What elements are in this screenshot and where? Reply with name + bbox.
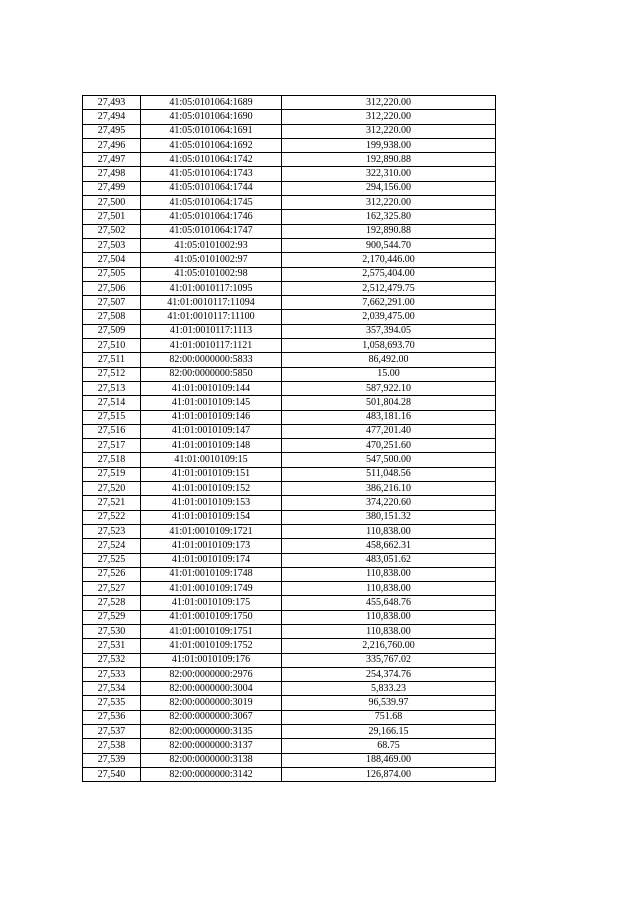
cadastral-number-cell: 82:00:0000000:3067	[141, 710, 282, 724]
table-row	[83, 710, 496, 724]
value-cell: 199,938.00	[282, 138, 496, 152]
value-cell: 5,833.23	[282, 682, 496, 696]
cadastral-number-cell: 41:01:0010109:176	[141, 653, 282, 667]
value-cell: 110,838.00	[282, 524, 496, 538]
row-number-cell: 27,505	[83, 267, 141, 281]
cadastral-number-cell: 82:00:0000000:3019	[141, 696, 282, 710]
value-cell: 322,310.00	[282, 167, 496, 181]
value-cell: 386,216.10	[282, 482, 496, 496]
table-row	[83, 153, 496, 167]
cadastral-number-cell: 82:00:0000000:5833	[141, 353, 282, 367]
cadastral-number-cell: 41:01:0010109:144	[141, 381, 282, 395]
table-row	[83, 667, 496, 681]
table-row	[83, 624, 496, 638]
table-row	[83, 296, 496, 310]
cadastral-number-cell: 82:00:0000000:3135	[141, 725, 282, 739]
value-cell: 751.68	[282, 710, 496, 724]
cadastral-number-cell: 41:01:0010109:146	[141, 410, 282, 424]
value-cell: 188,469.00	[282, 753, 496, 767]
value-cell: 483,051.62	[282, 553, 496, 567]
row-number-cell: 27,514	[83, 396, 141, 410]
value-cell: 312,220.00	[282, 196, 496, 210]
table-row	[83, 725, 496, 739]
value-cell: 2,575,404.00	[282, 267, 496, 281]
cadastral-number-cell: 41:01:0010109:175	[141, 596, 282, 610]
table-row	[83, 339, 496, 353]
table-row	[83, 567, 496, 581]
row-number-cell: 27,509	[83, 324, 141, 338]
row-number-cell: 27,535	[83, 696, 141, 710]
row-number-cell: 27,529	[83, 610, 141, 624]
table-row	[83, 96, 496, 110]
cadastral-number-cell: 82:00:0000000:3004	[141, 682, 282, 696]
cadastral-number-cell: 41:05:0101064:1691	[141, 124, 282, 138]
row-number-cell: 27,523	[83, 524, 141, 538]
cadastral-number-cell: 41:05:0101064:1692	[141, 138, 282, 152]
table-row	[83, 124, 496, 138]
cadastral-number-cell: 41:01:0010109:173	[141, 539, 282, 553]
row-number-cell: 27,517	[83, 439, 141, 453]
table-row	[83, 367, 496, 381]
row-number-cell: 27,522	[83, 510, 141, 524]
table-row	[83, 510, 496, 524]
cadastral-number-cell: 41:01:0010109:152	[141, 482, 282, 496]
row-number-cell: 27,538	[83, 739, 141, 753]
value-cell: 501,804.28	[282, 396, 496, 410]
cadastral-number-cell: 41:05:0101064:1742	[141, 153, 282, 167]
value-cell: 86,492.00	[282, 353, 496, 367]
cadastral-number-cell: 41:01:0010109:1749	[141, 582, 282, 596]
cadastral-number-cell: 41:05:0101064:1743	[141, 167, 282, 181]
cadastral-number-cell: 41:01:0010109:147	[141, 424, 282, 438]
row-number-cell: 27,534	[83, 682, 141, 696]
row-number-cell: 27,507	[83, 296, 141, 310]
row-number-cell: 27,515	[83, 410, 141, 424]
cadastral-number-cell: 41:01:0010109:174	[141, 553, 282, 567]
value-cell: 7,662,291.00	[282, 296, 496, 310]
value-cell: 2,216,760.00	[282, 639, 496, 653]
table-row	[83, 496, 496, 510]
table-row	[83, 138, 496, 152]
value-cell: 335,767.02	[282, 653, 496, 667]
cadastral-number-cell: 41:01:0010109:15	[141, 453, 282, 467]
table-row	[83, 196, 496, 210]
table-row	[83, 767, 496, 781]
value-cell: 68.75	[282, 739, 496, 753]
value-cell: 110,838.00	[282, 624, 496, 638]
value-cell: 455,648.76	[282, 596, 496, 610]
cadastral-number-cell: 41:01:0010109:1752	[141, 639, 282, 653]
cadastral-number-cell: 41:01:0010109:1751	[141, 624, 282, 638]
value-cell: 2,039,475.00	[282, 310, 496, 324]
value-cell: 547,500.00	[282, 453, 496, 467]
value-cell: 458,662.31	[282, 539, 496, 553]
table-row	[83, 696, 496, 710]
table-row	[83, 167, 496, 181]
value-cell: 357,394.05	[282, 324, 496, 338]
table-row	[83, 482, 496, 496]
cadastral-number-cell: 41:05:0101064:1690	[141, 110, 282, 124]
value-cell: 483,181.16	[282, 410, 496, 424]
row-number-cell: 27,497	[83, 153, 141, 167]
row-number-cell: 27,495	[83, 124, 141, 138]
cadastral-number-cell: 41:01:0010109:145	[141, 396, 282, 410]
row-number-cell: 27,494	[83, 110, 141, 124]
row-number-cell: 27,536	[83, 710, 141, 724]
row-number-cell: 27,500	[83, 196, 141, 210]
cadastral-number-cell: 41:01:0010109:148	[141, 439, 282, 453]
table-row	[83, 553, 496, 567]
row-number-cell: 27,525	[83, 553, 141, 567]
value-cell: 96,539.97	[282, 696, 496, 710]
table-row	[83, 324, 496, 338]
cadastral-number-cell: 82:00:0000000:5850	[141, 367, 282, 381]
row-number-cell: 27,532	[83, 653, 141, 667]
table-row	[83, 310, 496, 324]
row-number-cell: 27,524	[83, 539, 141, 553]
value-cell: 470,251.60	[282, 439, 496, 453]
cadastral-number-cell: 41:05:0101002:98	[141, 267, 282, 281]
row-number-cell: 27,531	[83, 639, 141, 653]
row-number-cell: 27,508	[83, 310, 141, 324]
value-cell: 29,166.15	[282, 725, 496, 739]
table-row	[83, 739, 496, 753]
value-cell: 312,220.00	[282, 124, 496, 138]
value-cell: 1,058,693.70	[282, 339, 496, 353]
value-cell: 511,048.56	[282, 467, 496, 481]
cadastral-number-cell: 41:01:0010117:1121	[141, 339, 282, 353]
cadastral-number-cell: 82:00:0000000:3142	[141, 767, 282, 781]
value-cell: 374,220.60	[282, 496, 496, 510]
row-number-cell: 27,527	[83, 582, 141, 596]
value-cell: 312,220.00	[282, 96, 496, 110]
cadastral-number-cell: 41:05:0101064:1746	[141, 210, 282, 224]
row-number-cell: 27,498	[83, 167, 141, 181]
cadastral-number-cell: 41:01:0010109:1748	[141, 567, 282, 581]
table-row	[83, 582, 496, 596]
value-cell: 2,512,479.75	[282, 281, 496, 295]
row-number-cell: 27,502	[83, 224, 141, 238]
cadastral-number-cell: 41:01:0010117:11094	[141, 296, 282, 310]
row-number-cell: 27,516	[83, 424, 141, 438]
table-row	[83, 610, 496, 624]
value-cell: 900,544.70	[282, 238, 496, 252]
records-table	[82, 95, 496, 782]
cadastral-number-cell: 41:05:0101002:97	[141, 253, 282, 267]
row-number-cell: 27,510	[83, 339, 141, 353]
row-number-cell: 27,533	[83, 667, 141, 681]
row-number-cell: 27,540	[83, 767, 141, 781]
row-number-cell: 27,539	[83, 753, 141, 767]
table-row	[83, 524, 496, 538]
table-row	[83, 424, 496, 438]
row-number-cell: 27,512	[83, 367, 141, 381]
value-cell: 192,890.88	[282, 153, 496, 167]
row-number-cell: 27,528	[83, 596, 141, 610]
table-row	[83, 238, 496, 252]
table-row	[83, 539, 496, 553]
row-number-cell: 27,530	[83, 624, 141, 638]
cadastral-number-cell: 41:01:0010109:154	[141, 510, 282, 524]
row-number-cell: 27,519	[83, 467, 141, 481]
cadastral-number-cell: 41:05:0101064:1744	[141, 181, 282, 195]
cadastral-number-cell: 82:00:0000000:3138	[141, 753, 282, 767]
value-cell: 192,890.88	[282, 224, 496, 238]
table-row	[83, 253, 496, 267]
row-number-cell: 27,496	[83, 138, 141, 152]
row-number-cell: 27,520	[83, 482, 141, 496]
table-row	[83, 439, 496, 453]
table-row	[83, 224, 496, 238]
row-number-cell: 27,499	[83, 181, 141, 195]
table-row	[83, 682, 496, 696]
cadastral-number-cell: 41:01:0010109:153	[141, 496, 282, 510]
row-number-cell: 27,493	[83, 96, 141, 110]
records-table-body	[83, 96, 496, 782]
value-cell: 2,170,446.00	[282, 253, 496, 267]
value-cell: 110,838.00	[282, 567, 496, 581]
table-row	[83, 639, 496, 653]
value-cell: 312,220.00	[282, 110, 496, 124]
table-row	[83, 467, 496, 481]
cadastral-number-cell: 82:00:0000000:2976	[141, 667, 282, 681]
value-cell: 110,838.00	[282, 610, 496, 624]
cadastral-number-cell: 41:05:0101064:1745	[141, 196, 282, 210]
cadastral-number-cell: 41:01:0010117:1095	[141, 281, 282, 295]
row-number-cell: 27,504	[83, 253, 141, 267]
value-cell: 110,838.00	[282, 582, 496, 596]
row-number-cell: 27,506	[83, 281, 141, 295]
cadastral-number-cell: 41:01:0010109:1721	[141, 524, 282, 538]
table-row	[83, 453, 496, 467]
table-row	[83, 181, 496, 195]
row-number-cell: 27,521	[83, 496, 141, 510]
value-cell: 126,874.00	[282, 767, 496, 781]
table-row	[83, 753, 496, 767]
value-cell: 477,201.40	[282, 424, 496, 438]
row-number-cell: 27,537	[83, 725, 141, 739]
table-row	[83, 353, 496, 367]
value-cell: 162,325.80	[282, 210, 496, 224]
table-row	[83, 596, 496, 610]
row-number-cell: 27,526	[83, 567, 141, 581]
table-row	[83, 410, 496, 424]
cadastral-number-cell: 41:01:0010109:151	[141, 467, 282, 481]
table-row	[83, 110, 496, 124]
cadastral-number-cell: 41:05:0101064:1747	[141, 224, 282, 238]
cadastral-number-cell: 82:00:0000000:3137	[141, 739, 282, 753]
value-cell: 254,374.76	[282, 667, 496, 681]
cadastral-number-cell: 41:01:0010109:1750	[141, 610, 282, 624]
table-row	[83, 653, 496, 667]
row-number-cell: 27,501	[83, 210, 141, 224]
cadastral-number-cell: 41:05:0101002:93	[141, 238, 282, 252]
cadastral-number-cell: 41:01:0010117:11100	[141, 310, 282, 324]
value-cell: 587,922.10	[282, 381, 496, 395]
value-cell: 15.00	[282, 367, 496, 381]
table-row	[83, 281, 496, 295]
value-cell: 380,151.32	[282, 510, 496, 524]
row-number-cell: 27,511	[83, 353, 141, 367]
row-number-cell: 27,513	[83, 381, 141, 395]
table-row	[83, 396, 496, 410]
row-number-cell: 27,518	[83, 453, 141, 467]
cadastral-number-cell: 41:01:0010117:1113	[141, 324, 282, 338]
value-cell: 294,156.00	[282, 181, 496, 195]
table-row	[83, 267, 496, 281]
row-number-cell: 27,503	[83, 238, 141, 252]
table-row	[83, 381, 496, 395]
cadastral-number-cell: 41:05:0101064:1689	[141, 96, 282, 110]
table-row	[83, 210, 496, 224]
